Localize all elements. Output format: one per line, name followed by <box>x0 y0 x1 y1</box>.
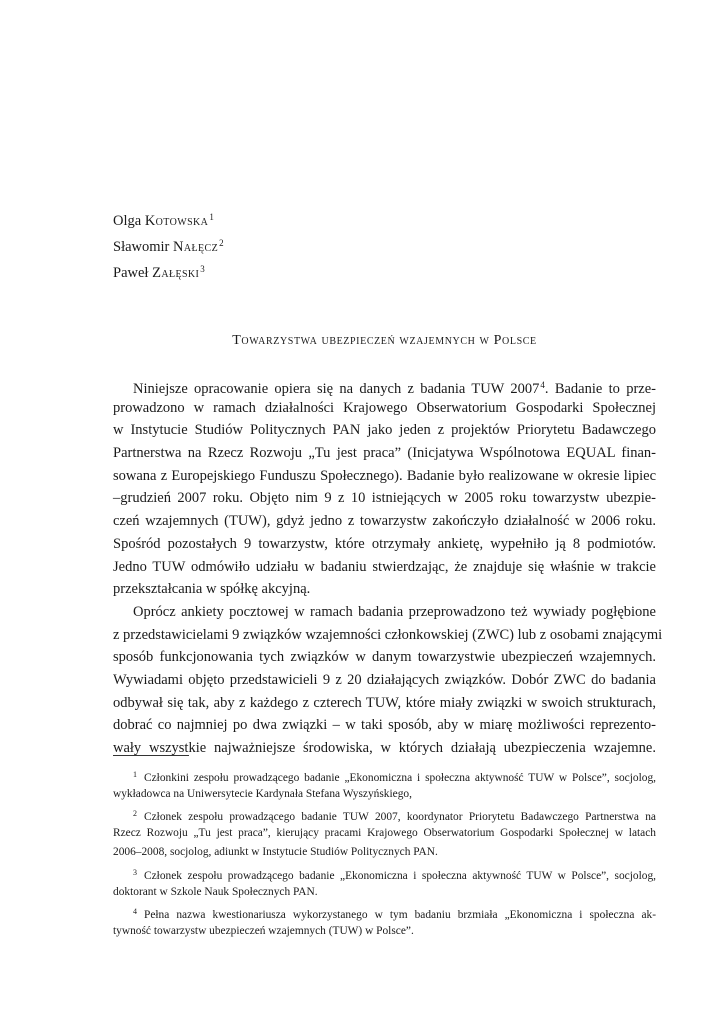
text-line: Partnerstwa na Rzecz Rozwoju „Tu jest praca” (Inicjatywa Wspólnotowa EQUAL finan- <box>113 445 656 462</box>
footnote-line: 2006–2008, socjolog, adiunkt w Instytucie Studiów Politycznych PAN. <box>113 846 438 859</box>
author-name: Olga Kotowska$^1$ <box>113 212 214 229</box>
text-line: Oprócz ankiety pocztowej w ramach badania przeprowadzono też wywiady pogłębione <box>133 603 656 620</box>
footnote-line: tywność towarzystw ubezpieczeń wzajemnych (TUW) w Polsce”. <box>113 924 414 937</box>
text-line: odbywał się tak, aby z każdego z czterech TUW, które miały związki w swoich strukturach, <box>113 694 656 711</box>
text-line: czeń wzajemnych (TUW), gdyż jedno z towarzystw zakończyło działalność w 2006 roku. <box>113 513 656 530</box>
footnote-line: $^2$ Członek zespołu prowadzącego badanie TUW 2007, koordynator Priorytetu Badawczego Partnerstwa na <box>133 809 656 824</box>
author-name: Sławomir Nałęcz$^2$ <box>113 238 224 255</box>
author-list <box>113 206 224 284</box>
text-line: przekształcania w spółkę akcyjną. <box>113 581 311 598</box>
text-line: wały wszystkie najważniejsze środowiska, w których działają ubezpieczenia wzajemne. <box>113 740 656 756</box>
footnote-marker: 4 <box>540 380 545 390</box>
text-line: dobrać co najmniej po dwa związki – w taki sposób, aby w miarę możliwości reprezento- <box>113 717 656 734</box>
footnote-marker: 2 <box>219 238 224 248</box>
text-line: sposób funkcjonowania tych związków w danym towarzystwie ubezpieczeń wzajemnych. <box>113 649 656 666</box>
article-title: Towarzystwa ubezpieczeń wzajemnych w Polsce <box>232 333 537 348</box>
text-line: Niniejsze opracowanie opiera się na danych z badania TUW 2007$^4$. Badanie to prze- <box>133 380 656 397</box>
footnote <box>113 902 656 941</box>
footnote-line: Rzecz Rozwoju „Tu jest praca”, kierujący pracami Krajowego Obserwatorium Gospodarki Społecznej w latach <box>113 826 656 839</box>
footnote-marker: 1 <box>209 212 214 222</box>
footnote-number: 2 <box>133 809 137 819</box>
footnote <box>113 804 656 863</box>
paragraph <box>113 374 656 601</box>
footnote-number: 3 <box>133 867 137 877</box>
footnote-line: doktorant w Szkole Nauk Społecznych PAN. <box>113 885 318 898</box>
text-line: prowadzono w ramach działalności Krajowego Obserwatorium Gospodarki Społecznej <box>113 399 656 416</box>
text-line: –grudzień 2007 roku. Objęto nim 9 z 10 istniejących w 2005 roku towarzystw ubezpie- <box>113 490 656 507</box>
paragraph <box>113 601 663 760</box>
author-name: Paweł Załęski$^3$ <box>113 264 205 281</box>
text-line: Wywiadami objęto przedstawicieli 9 z 20 działających związków. Dobór ZWC do badania <box>113 671 656 688</box>
footnote-separator <box>113 755 189 756</box>
footnote-line: $^1$ Członkini zespołu prowadzącego badanie „Ekonomiczna i społeczna aktywność TUW w Polsce”, socjolog, <box>133 770 656 784</box>
footnote-marker: 3 <box>200 264 205 274</box>
text-line: sowana z Europejskiego Funduszu Społecznego). Badanie było realizowane w okresie lipiec <box>113 467 656 484</box>
footnote <box>113 765 656 804</box>
footnote-number: 1 <box>133 770 137 779</box>
text-line: z przedstawicielami 9 związków wzajemności członkowskiej (ZWC) lub z osobami znającymi <box>113 626 663 643</box>
footnote-line: $^3$ Członek zespołu prowadzącego badanie „Ekonomiczna i społeczna aktywność TUW w Polsce”, socjolog, <box>133 867 656 882</box>
footnotes <box>113 765 656 941</box>
footnote <box>113 863 656 902</box>
text-line: Jedno TUW odmówiło udziału w badaniu stwierdzając, że znajduje się właśnie w trakcie <box>113 558 656 575</box>
footnote-number: 4 <box>133 907 137 917</box>
article-body <box>113 374 663 760</box>
footnote-line: wykładowca na Uniwersytecie Kardynała Stefana Wyszyńskiego, <box>113 787 412 800</box>
text-line: w Instytucie Studiów Politycznych PAN jako jeden z projektów Priorytetu Badawczego <box>113 422 656 439</box>
footnote-line: $^4$ Pełna nazwa kwestionariusza wykorzystanego w tym badaniu brzmiała „Ekonomiczna i społeczna ak- <box>133 907 656 922</box>
text-line: Spośród pozostałych 9 towarzystw, które otrzymały ankietę, wypełniło ją 8 podmiotów. <box>113 535 656 552</box>
